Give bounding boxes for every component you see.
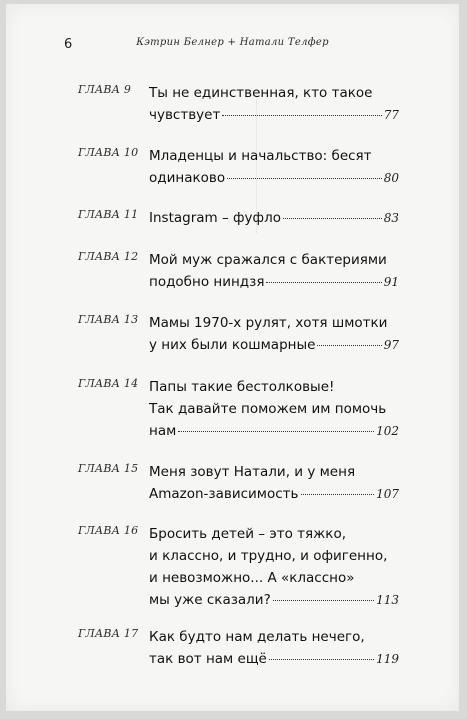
page-ref: 119	[376, 652, 399, 666]
title-line	[149, 648, 399, 670]
page-ref: 83	[383, 211, 399, 225]
chapter-title	[149, 312, 399, 356]
title-text: так вот нам ещё	[149, 651, 267, 667]
title-text: Как будто нам делать нечего,	[149, 629, 365, 645]
chapter-title	[149, 82, 399, 126]
chapter-label: ГЛАВА 10	[78, 146, 139, 159]
title-text: чувствует	[149, 107, 221, 123]
page-ref: 77	[383, 108, 399, 122]
title-text: у них были кошмарные	[149, 337, 316, 353]
chapter-label: ГЛАВА 15	[78, 462, 139, 475]
page-ref: 113	[376, 593, 399, 607]
title-text: Instagram – фуфло	[149, 210, 281, 226]
title-line	[149, 545, 399, 567]
title-line	[149, 589, 399, 611]
dot-leader	[269, 658, 374, 660]
chapter-title	[149, 626, 399, 670]
chapter-title	[149, 145, 399, 189]
book-page	[6, 4, 459, 711]
title-line	[149, 145, 399, 167]
title-text: мы уже сказали?	[149, 592, 271, 608]
title-text: Ты не единственная, кто такое	[149, 85, 373, 101]
dot-leader	[222, 114, 381, 116]
chapter-label: ГЛАВА 17	[78, 627, 139, 640]
title-text: Меня зовут Натали, и у меня	[149, 464, 356, 480]
dot-leader	[301, 493, 375, 495]
title-line	[149, 376, 399, 398]
title-line	[149, 334, 399, 356]
title-text: Младенцы и начальство: бесят	[149, 148, 372, 164]
title-text: Мамы 1970-х рулят, хотя шмотки	[149, 315, 388, 331]
title-line	[149, 523, 399, 545]
title-line	[149, 312, 399, 334]
title-line	[149, 461, 399, 483]
chapter-title	[149, 523, 399, 611]
dot-leader	[227, 177, 382, 179]
title-text: Папы такие бестолковые!	[149, 379, 335, 395]
title-line	[149, 82, 399, 104]
title-text: нам	[149, 423, 177, 439]
title-text: одинаково	[149, 170, 226, 186]
page-ref: 102	[376, 424, 399, 438]
dot-leader	[283, 217, 382, 219]
dot-leader	[178, 430, 374, 432]
chapter-label: ГЛАВА 11	[78, 208, 139, 221]
title-line	[149, 626, 399, 648]
title-text: Бросить детей – это тяжко,	[149, 526, 346, 542]
chapter-label: ГЛАВА 16	[78, 524, 139, 537]
title-line	[149, 483, 399, 505]
chapter-label: ГЛАВА 9	[78, 83, 132, 96]
page-ref: 97	[383, 338, 399, 352]
title-line	[149, 104, 399, 126]
title-line	[149, 249, 399, 271]
title-line	[149, 567, 399, 589]
title-text: подобно ниндзя	[149, 274, 265, 290]
chapter-label: ГЛАВА 13	[78, 313, 139, 326]
chapter-title	[149, 249, 399, 293]
dot-leader	[266, 281, 381, 283]
dot-leader	[273, 599, 374, 601]
chapter-title	[149, 461, 399, 505]
page-ref: 107	[376, 487, 399, 501]
title-text: Amazon-зависимость	[149, 486, 299, 502]
chapter-label: ГЛАВА 14	[78, 377, 139, 390]
title-text: Так давайте поможем им помочь	[149, 401, 387, 417]
title-line	[149, 207, 399, 229]
running-head: Кэтрин Белнер + Натали Телфер	[136, 37, 329, 48]
page-number: 6	[64, 37, 73, 52]
dot-leader	[317, 344, 381, 346]
page-ref: 91	[383, 275, 399, 289]
page-ref: 80	[383, 171, 399, 185]
title-text: и классно, и трудно, и офигенно,	[149, 548, 388, 564]
title-text: Мой муж сражался с бактериями	[149, 252, 387, 268]
title-line	[149, 398, 399, 420]
chapter-title	[149, 376, 399, 442]
title-text: и невозможно... А «классно»	[149, 570, 355, 586]
chapter-title	[149, 207, 399, 229]
title-line	[149, 167, 399, 189]
chapter-label: ГЛАВА 12	[78, 250, 139, 263]
title-line	[149, 271, 399, 293]
title-line	[149, 420, 399, 442]
